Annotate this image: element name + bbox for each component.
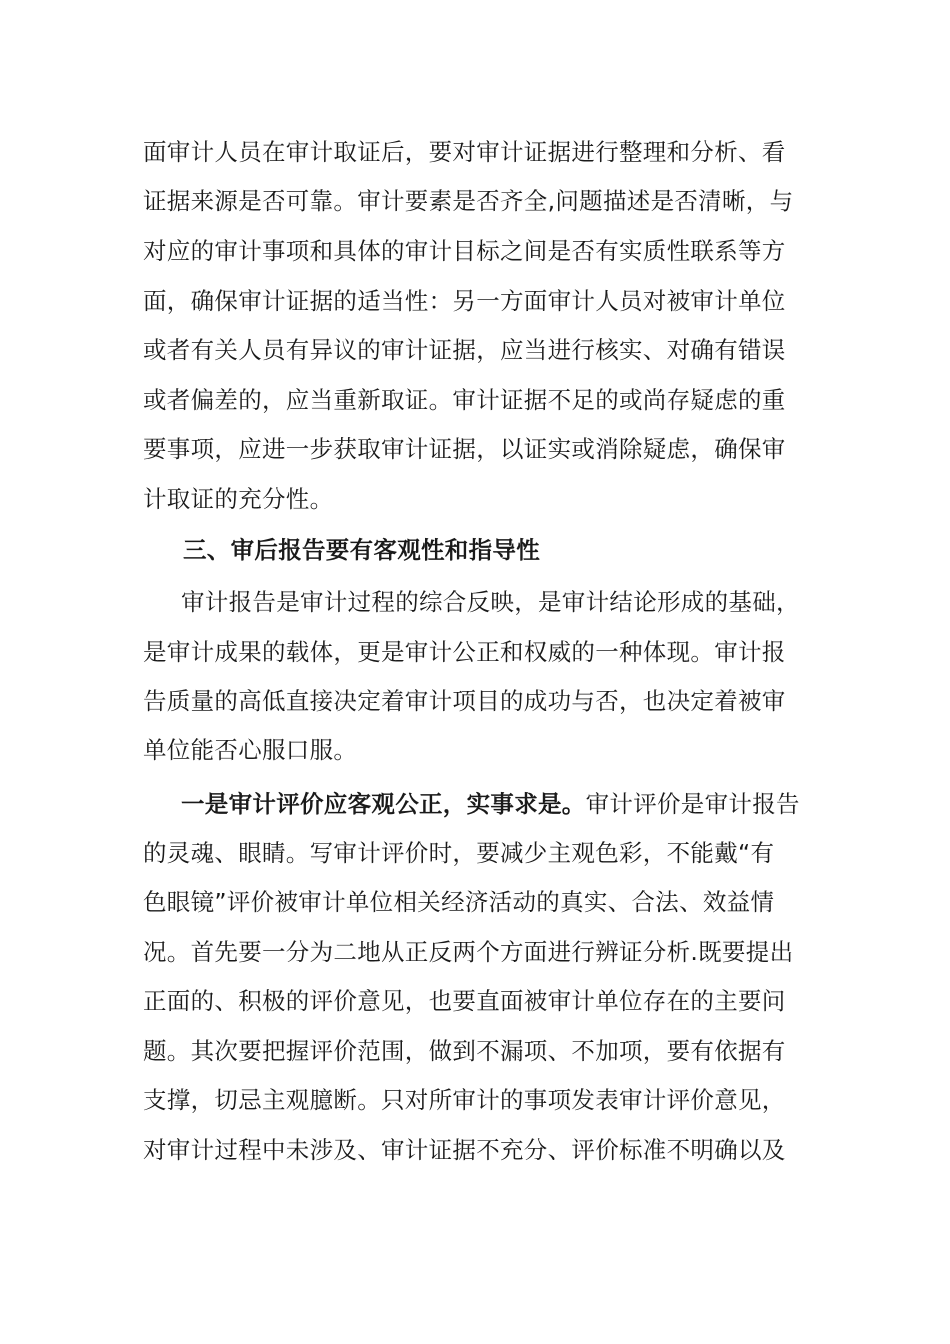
paragraph-line: 面审计人员在审计取证后，要对审计证据进行整理和分析、看 (143, 138, 786, 166)
paragraph-line: 正面的、积极的评价意见，也要直面被审计单位存在的主要问 (143, 987, 786, 1015)
paragraph-line: 支撑，切忌主观臆断。只对所审计的事项发表审计评价意见， (143, 1086, 786, 1114)
paragraph-line: 或者偏差的，应当重新取证。审计证据不足的或尚存疑虑的重 (143, 386, 786, 414)
section-heading: 三、审后报告要有客观性和指导性 (183, 536, 540, 564)
paragraph-line: 证据来源是否可靠。审计要素是否齐全,问题描述是否清晰，与 (143, 187, 794, 215)
paragraph-line: 是审计成果的载体，更是审计公正和权威的一种体现。审计报 (143, 638, 786, 666)
paragraph-line: 题。其次要把握评价范围，做到不漏项、不加项，要有依据有 (143, 1037, 786, 1065)
paragraph-line: 单位能否心服口服。 (143, 736, 358, 764)
paragraph-line: 或者有关人员有异议的审计证据，应当进行核实、对确有错误 (143, 336, 786, 364)
paragraph-line: 色眼镜”评价被审计单位相关经济活动的真实、合法、效益情 (143, 888, 775, 916)
paragraph-line: 面，确保审计证据的适当性：另一方面审计人员对被审计单位 (143, 287, 786, 315)
paragraph-line: 的灵魂、眼睛。写审计评价时，要减少主观色彩，不能戴“有 (143, 839, 775, 867)
paragraph-first-line (181, 784, 823, 824)
paragraph-line: 审计报告是审计过程的综合反映，是审计结论形成的基础， (181, 588, 800, 616)
paragraph-line: 要事项，应进一步获取审计证据，以证实或消除疑虑，确保审 (143, 435, 786, 463)
paragraph-line: 计取证的充分性。 (143, 485, 334, 513)
paragraph-line: 况。首先要一分为二地从正反两个方面进行辨证分析.既要提出 (143, 938, 794, 966)
paragraph-line: 对审计过程中未涉及、审计证据不充分、评价标准不明确以及 (143, 1136, 786, 1164)
paragraph-line: 告质量的高低直接决定着审计项目的成功与否，也决定着被审 (143, 687, 786, 715)
paragraph-line: 对应的审计事项和具体的审计目标之间是否有实质性联系等方 (143, 237, 786, 265)
first-line-text: 审计评价是审计报告 (585, 790, 800, 818)
lead-statement: 一是审计评价应客观公正，实事求是。 (181, 790, 586, 818)
